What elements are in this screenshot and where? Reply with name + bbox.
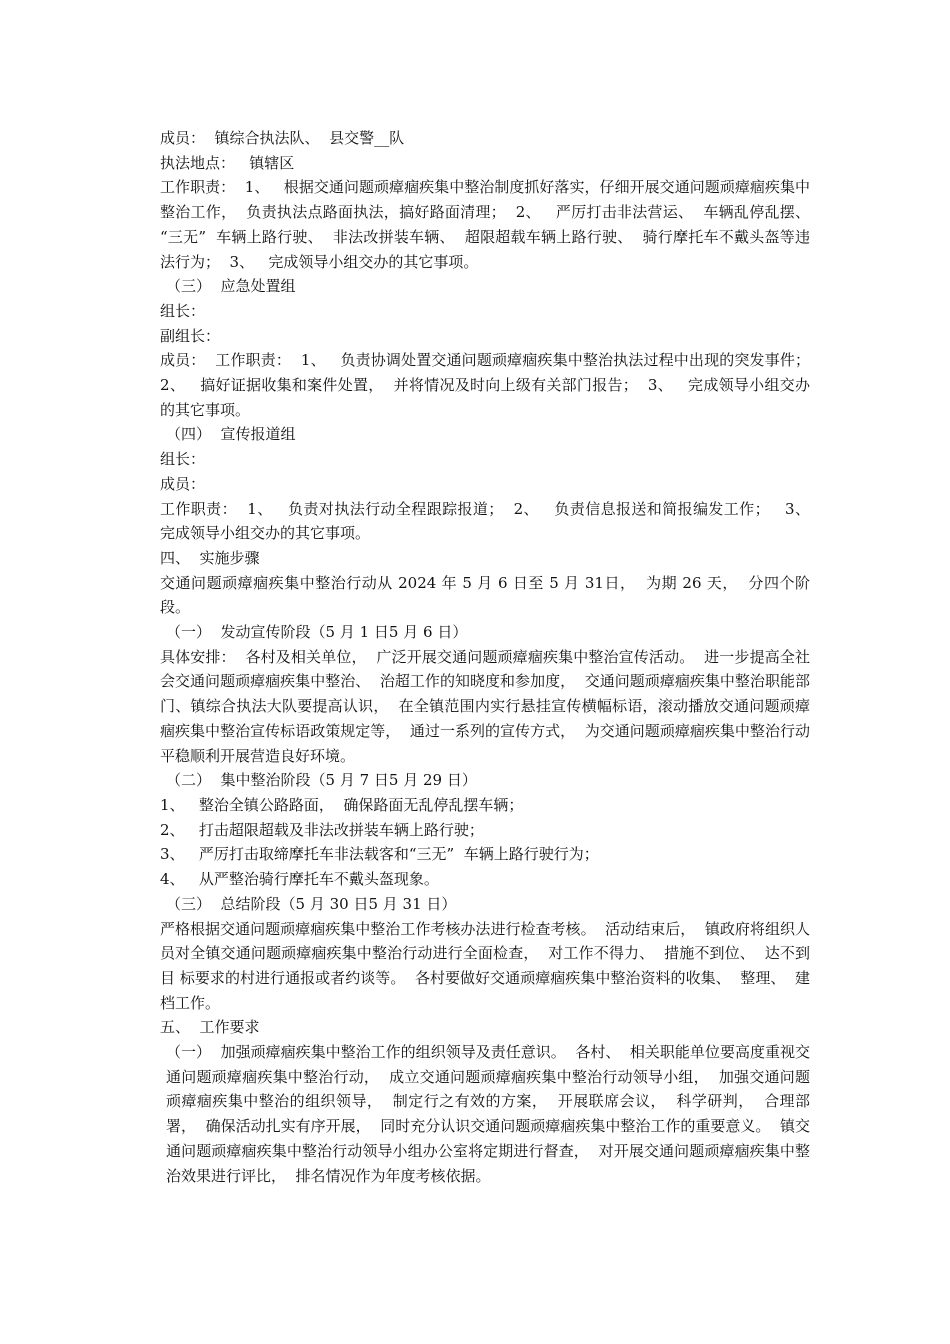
document-paragraph: 成员： <box>160 474 206 493</box>
document-body <box>140 126 825 1188</box>
document-paragraph: （四） 宣传报道组 <box>166 425 296 444</box>
document-paragraph: （二） 集中整治阶段（5 月 7 日5 月 29 日） <box>166 771 477 790</box>
document-paragraph: 执法地点： 镇辖区 <box>160 153 295 172</box>
document-paragraph: 四、 实施步骤 <box>160 548 260 567</box>
document-paragraph: 成员： 工作职责： 1、 负责协调处置交通问题顽瘴痼疾集中整治执法过程中出现的突发事件； 2、 搞好证据收集和案件处置， 并将情况及时向上级有关部门报告； 3、 完成领导小组交办的其它事项。 <box>160 351 820 419</box>
document-paragraph: 工作职责： 1、 根据交通问题顽瘴痼疾集中整治制度抓好落实，仔细开展交通问题顽瘴痼疾集中整治工作， 负责执法点路面执法，搞好路面清理； 2、 严厉打击非法营运、 车辆乱停乱摆、 “三无” 车辆上路行驶、 非法改拼装车辆、 超限超载车辆上路行驶、 骑行摩托车不戴头盔等违法行为； 3、 完成领导小组交办的其它事项。 <box>160 178 820 271</box>
document-paragraph: （一） 加强顽瘴痼疾集中整治工作的组织领导及责任意识。 各村、 相关职能单位要高度重视交通问题顽瘴痼疾集中整治行动， 成立交通问题顽瘴痼疾集中整治行动领导小组， 加强交通问题顽瘴痼疾集中整治的组织领导， 制定行之有效的方案， 开展联席会议， 科学研判， 合理部署， 确保活动扎实有序开展， 同时充分认识交通问题顽瘴痼疾集中整治工作的重要意义。 镇交通问题顽瘴痼疾集中整治行动领导小组办公室将定期进行督查， 对开展交通问题顽瘴痼疾集中整治效果进行评比， 排名情况作为年度考核依据。 <box>166 1043 810 1185</box>
document-paragraph: 具体安排： 各村及相关单位， 广泛开展交通问题顽瘴痼疾集中整治宣传活动。 进一步提高全社会交通问题顽瘴痼疾集中整治、 治超工作的知晓度和参加度， 交通问题顽瘴痼疾集中整治职能部门、镇综合执法大队要提高认识， 在全镇范围内实行悬挂宣传横幅标语，滚动播放交通问题顽瘴痼疾集中整治宣传标语政策规定等， 通过一系列的宣传方式， 为交通问题顽瘴痼疾集中整治行动平稳顺利开展营造良好环境。 <box>160 647 810 765</box>
document-paragraph: 4、 从严整治骑行摩托车不戴头盔现象。 <box>160 870 439 889</box>
document-paragraph: 3、 严厉打击取缔摩托车非法载客和“三无” 车辆上路行驶行为； <box>160 845 599 864</box>
document-paragraph: 组长： <box>160 301 206 320</box>
document-paragraph: 工作职责： 1、 负责对执法行动全程跟踪报道； 2、 负责信息报送和简报编发工作； 3、 完成领导小组交办的其它事项。 <box>160 499 825 543</box>
document-paragraph: 交通问题顽瘴痼疾集中整治行动从 2024 年 5 月 6 日至 5 月 31日， 为期 26 天， 分四个阶段。 <box>160 573 810 617</box>
document-paragraph: （一） 发动宣传阶段（5 月 1 日5 月 6 日） <box>166 623 468 642</box>
document-paragraph: 严格根据交通问题顽瘴痼疾集中整治工作考核办法进行检查考核。 活动结束后， 镇政府将组织人员对全镇交通问题顽瘴痼疾集中整治行动进行全面检查， 对工作不得力、 措施不到位、 达不到目 标要求的村进行通报或者约谈等。 各村要做好交通顽瘴痼疾集中整治资料的收集、 整理、 建档工作。 <box>160 919 810 1012</box>
document-paragraph: 五、 工作要求 <box>160 1018 260 1037</box>
document-paragraph: （三） 总结阶段（5 月 30 日5 月 31 日） <box>166 894 457 913</box>
document-paragraph: 副组长： <box>160 326 221 345</box>
document-paragraph: 2、 打击超限超载及非法改拼装车辆上路行驶； <box>160 820 484 839</box>
document-paragraph: （三） 应急处置组 <box>166 277 296 296</box>
document-paragraph: 1、 整治全镇公路路面， 确保路面无乱停乱摆车辆； <box>160 795 524 814</box>
document-paragraph: 组长： <box>160 450 206 469</box>
document-paragraph: 成员： 镇综合执法队、 县交警__队 <box>160 129 405 147</box>
